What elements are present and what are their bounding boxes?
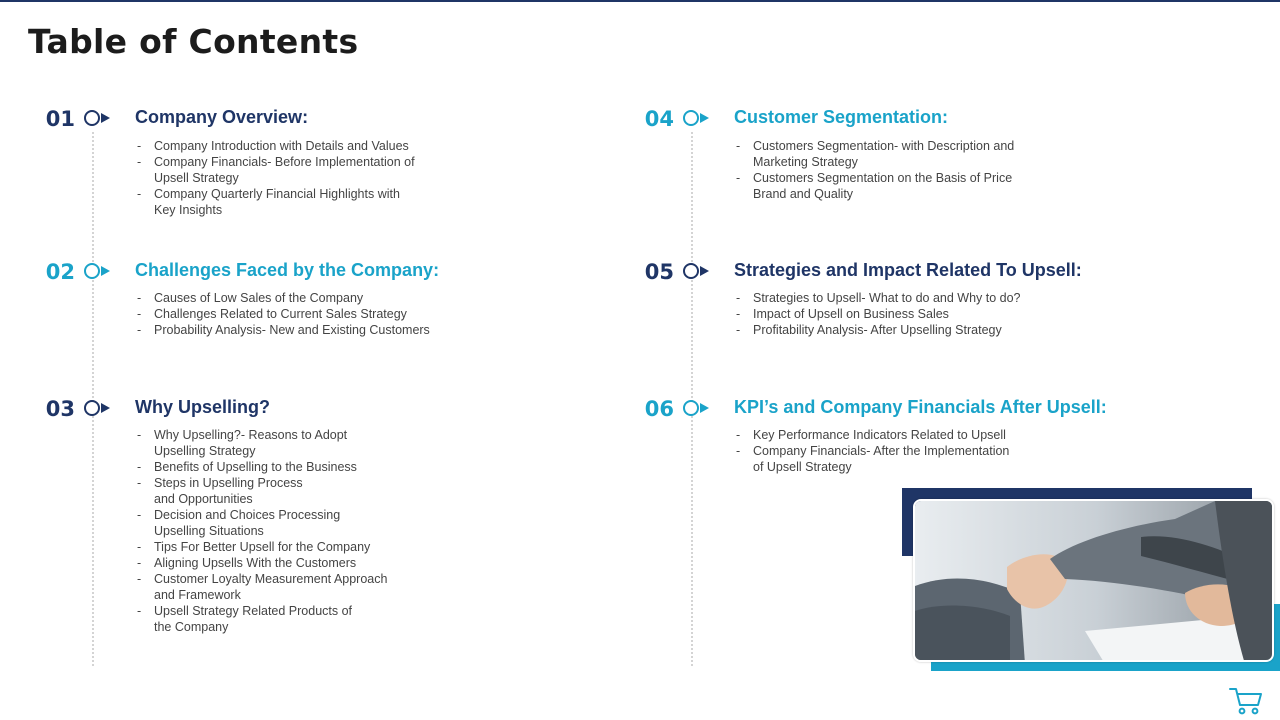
list-item: - Customers Segmentation on the Basis of Price Brand and Quality <box>734 170 1014 202</box>
list-item: - Tips For Better Upsell for the Company <box>135 539 387 555</box>
section-items <box>135 138 415 218</box>
timeline-marker-icon <box>84 263 110 279</box>
section-heading: Customer Segmentation: <box>734 107 949 127</box>
list-item: - Company Financials- After the Implementation of Upsell Strategy <box>734 443 1009 475</box>
section-number: 03 <box>45 397 75 421</box>
timeline-right <box>691 132 693 666</box>
timeline-marker-icon <box>84 110 110 126</box>
handshake-photo <box>913 499 1274 662</box>
page-title: Table of Contents <box>28 22 359 61</box>
list-item: - Key Performance Indicators Related to Upsell <box>734 427 1009 443</box>
section-heading: Why Upselling? <box>135 397 270 417</box>
list-item: - Aligning Upsells With the Customers <box>135 555 387 571</box>
list-item: - Profitability Analysis- After Upselling Strategy <box>734 322 1021 338</box>
section-heading: Challenges Faced by the Company: <box>135 260 440 280</box>
list-item: - Company Financials- Before Implementation of Upsell Strategy <box>135 154 415 186</box>
timeline-marker-icon <box>683 263 709 279</box>
list-item: - Company Introduction with Details and Values <box>135 138 415 154</box>
list-item: - Challenges Related to Current Sales Strategy <box>135 306 430 322</box>
section-items <box>135 427 387 635</box>
section-items <box>734 290 1021 338</box>
section-heading: KPI’s and Company Financials After Upsell: <box>734 397 1107 417</box>
list-item: - Steps in Upselling Process and Opportunities <box>135 475 387 507</box>
shopping-cart-icon <box>1228 686 1264 716</box>
section-number: 06 <box>644 397 674 421</box>
section-number: 04 <box>644 107 674 131</box>
list-item: - Upsell Strategy Related Products of the Company <box>135 603 387 635</box>
handshake-illustration <box>915 501 1274 662</box>
list-item: - Company Quarterly Financial Highlights with Key Insights <box>135 186 415 218</box>
section-items <box>734 138 1014 202</box>
section-number: 02 <box>45 260 75 284</box>
section-items <box>734 427 1009 475</box>
timeline-marker-icon <box>84 400 110 416</box>
timeline-left <box>92 132 94 666</box>
list-item: - Causes of Low Sales of the Company <box>135 290 430 306</box>
list-item: - Probability Analysis- New and Existing Customers <box>135 322 430 338</box>
timeline-marker-icon <box>683 110 709 126</box>
section-number: 05 <box>644 260 674 284</box>
section-number: 01 <box>45 107 75 131</box>
timeline-marker-icon <box>683 400 709 416</box>
section-heading: Company Overview: <box>135 107 309 127</box>
list-item: - Customers Segmentation- with Description and Marketing Strategy <box>734 138 1014 170</box>
list-item: - Strategies to Upsell- What to do and Why to do? <box>734 290 1021 306</box>
top-rule <box>0 0 1280 2</box>
list-item: - Benefits of Upselling to the Business <box>135 459 387 475</box>
list-item: - Why Upselling?- Reasons to Adopt Upselling Strategy <box>135 427 387 459</box>
section-items <box>135 290 430 338</box>
section-heading: Strategies and Impact Related To Upsell: <box>734 260 1082 280</box>
list-item: - Impact of Upsell on Business Sales <box>734 306 1021 322</box>
list-item: - Customer Loyalty Measurement Approach and Framework <box>135 571 387 603</box>
list-item: - Decision and Choices Processing Upselling Situations <box>135 507 387 539</box>
